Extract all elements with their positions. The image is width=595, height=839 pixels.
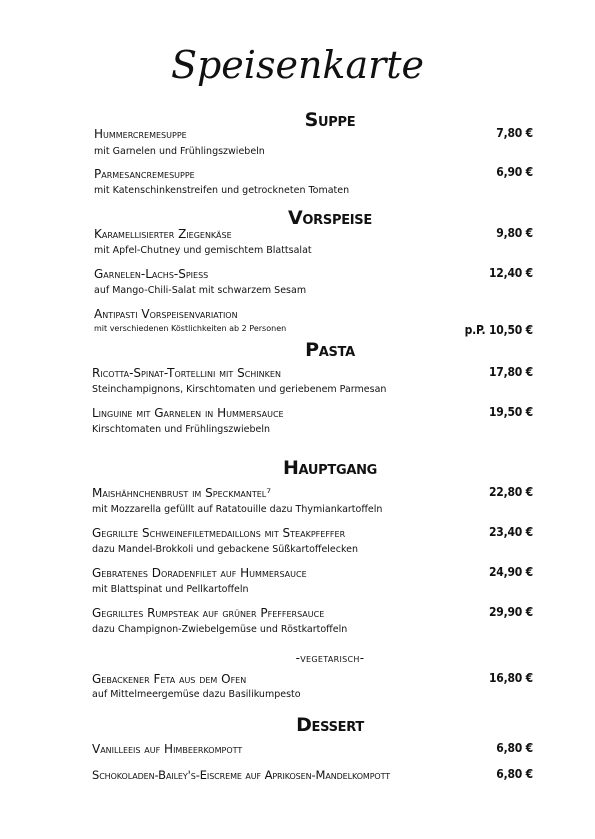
item-name: Gebratenes Doradenfilet auf Hummersauce xyxy=(92,566,307,580)
item-name: Vanilleeis auf Himbeerkompott xyxy=(92,742,243,756)
menu-item xyxy=(0,526,595,566)
item-price: 16,80 € xyxy=(488,671,533,685)
menu-item xyxy=(0,406,595,446)
item-description: mit Garnelen und Frühlingszwiebeln xyxy=(94,146,265,157)
item-price: 12,40 € xyxy=(488,266,533,280)
section-heading-suppe: Suppe xyxy=(304,109,356,131)
menu-item xyxy=(0,167,595,207)
item-name: Parmesancremesuppe xyxy=(94,167,195,181)
menu-item xyxy=(0,127,595,167)
item-price: 6,80 € xyxy=(496,741,533,755)
item-description: mit Blattspinat und Pellkartoffeln xyxy=(92,584,249,595)
section-heading-dessert: Dessert xyxy=(296,714,364,736)
item-description: dazu Champignon-Zwiebelgemüse und Röstkartoffeln xyxy=(92,624,348,635)
menu-item xyxy=(0,267,595,307)
menu-item xyxy=(0,566,595,606)
item-price: 17,80 € xyxy=(488,365,533,379)
item-price: 9,80 € xyxy=(496,226,533,240)
item-description: mit verschiedenen Köstlichkeiten ab 2 Personen xyxy=(94,324,287,333)
menu-item xyxy=(0,606,595,646)
item-price: 6,90 € xyxy=(496,165,533,179)
item-description: Steinchampignons, Kirschtomaten und geriebenem Parmesan xyxy=(92,384,387,395)
item-name: Schokoladen-Bailey's-Eiscreme auf Aprikosen-Mandelkompott xyxy=(92,768,391,782)
menu-item xyxy=(0,366,595,406)
item-name: Garnelen-Lachs-Spiess xyxy=(94,267,209,281)
menu-item xyxy=(0,227,595,267)
item-price: 29,90 € xyxy=(488,605,533,619)
menu-item xyxy=(0,768,595,786)
item-name: Gegrillte Schweinefiletmedaillons mit Steakpfeffer xyxy=(92,526,346,540)
item-name: Antipasti Vorspeisenvariation xyxy=(94,307,238,321)
menu-item xyxy=(0,486,595,526)
menu-item xyxy=(0,672,595,712)
section-heading-hauptgang: Hauptgang xyxy=(282,457,378,479)
subsection-vegetarisch: -vegetarisch- xyxy=(295,651,365,665)
menu-item xyxy=(0,742,595,760)
section-heading-vorspeise: Vorspeise xyxy=(288,207,372,229)
item-name: Linguine mit Garnelen in Hummersauce xyxy=(92,406,284,420)
item-price: p.P. 10,50 € xyxy=(464,323,533,337)
item-name: Gebackener Feta aus dem Ofen xyxy=(92,672,247,686)
item-price: 7,80 € xyxy=(496,126,533,140)
item-name: Karamellisierter Ziegenkäse xyxy=(94,227,232,241)
item-description: Kirschtomaten und Frühlingszwiebeln xyxy=(92,424,271,435)
item-price: 24,90 € xyxy=(488,565,533,579)
item-price: 22,80 € xyxy=(488,485,533,499)
item-description: dazu Mandel-Brokkoli und gebackene Süßkartoffelecken xyxy=(92,544,359,555)
item-name: Hummercremesuppe xyxy=(94,127,187,141)
item-price: 19,50 € xyxy=(488,405,533,419)
item-name: Maishähnchenbrust im Speckmantel⁷ xyxy=(92,486,272,500)
section-heading-pasta: Pasta xyxy=(305,339,355,361)
item-description: auf Mittelmeergemüse dazu Basilikumpesto xyxy=(92,689,301,700)
item-name: Gegrilltes Rumpsteak auf grüner Pfeffersauce xyxy=(92,606,325,620)
item-price: 23,40 € xyxy=(488,525,533,539)
item-description: auf Mango-Chili-Salat mit schwarzem Sesam xyxy=(94,285,307,296)
item-description: mit Apfel-Chutney und gemischtem Blattsalat xyxy=(94,245,312,256)
item-name: Ricotta-Spinat-Tortellini mit Schinken xyxy=(92,366,281,380)
item-price: 6,80 € xyxy=(496,767,533,781)
item-description: mit Mozzarella gefüllt auf Ratatouille dazu Thymiankartoffeln xyxy=(92,504,383,515)
menu-title: Speisenkarte xyxy=(170,43,425,87)
item-description: mit Katenschinkenstreifen und getrockneten Tomaten xyxy=(94,185,350,196)
